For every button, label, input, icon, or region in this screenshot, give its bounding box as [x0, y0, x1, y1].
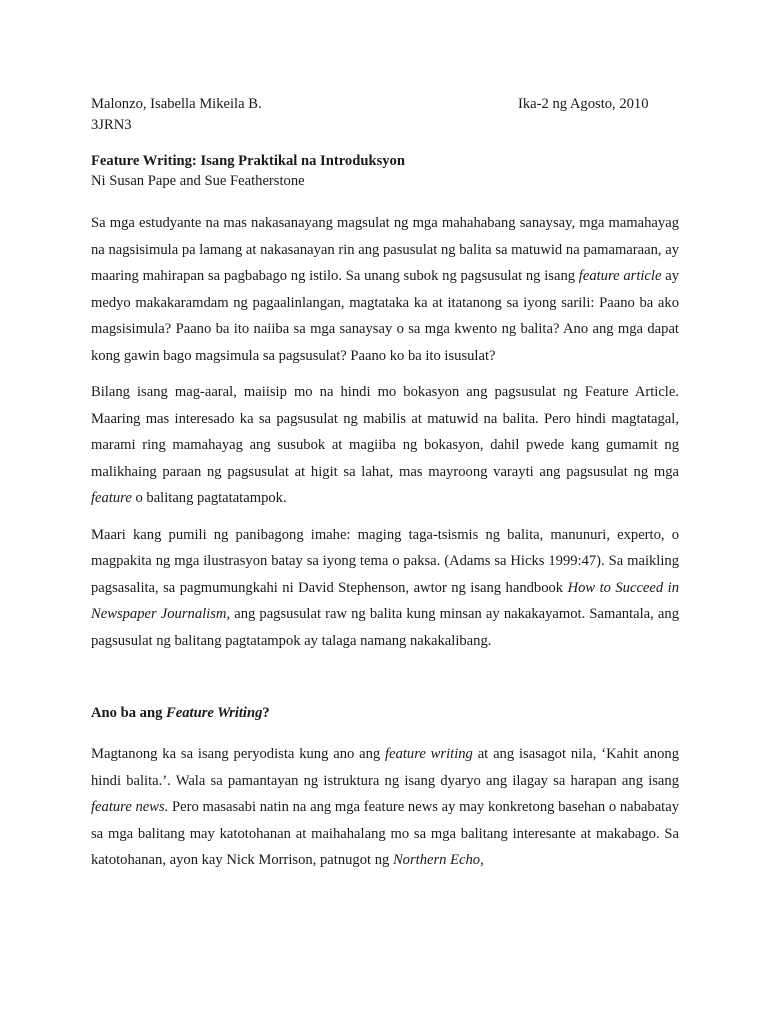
emphasis-text: feature writing: [385, 746, 473, 762]
paragraph-text: Magtanong ka sa isang peryodista kung ano ang: [91, 746, 386, 762]
emphasis-text: feature: [91, 490, 132, 506]
document-page: [91, 94, 679, 874]
paragraph-text: o balitang pagtatatampok.: [131, 490, 287, 506]
author-name: Malonzo, Isabella Mikeila B.: [91, 96, 262, 112]
paragraph-4: [91, 741, 679, 874]
paragraph-text: at ang isasagot nila, ‘Kahit anong hindi balita.’. Wala sa pamantayan ng istruktura ng isang dyaryo ang ilagay sa harapan ang isang: [91, 746, 679, 789]
emphasis-text: How to Succeed in Newspaper Journalism,: [91, 579, 679, 622]
article-title: Feature Writing: Isang Praktikal na Introduksyon: [91, 153, 405, 169]
heading-emphasis: Feature Writing: [166, 705, 263, 721]
document-date: Ika-2 ng Agosto, 2010: [518, 96, 649, 112]
heading-text: Ano ba ang: [91, 705, 167, 721]
emphasis-text: Northern Echo: [392, 852, 481, 868]
paragraph-text: Pero masasabi natin na ang mga feature news ay may konkretong basehan o nababatay sa mga balitang may katotohanan at maihahalang mo sa mga balitang interesante at makabago. Sa katotohanan, ayon kay Nick Morrison, patnugot ng: [91, 799, 679, 868]
paragraph-2: [91, 379, 679, 512]
paragraph-text: Sa mga estudyante na mas nakasanayang magsulat ng mga mahahabang sanaysay, mga mamahayag na nagsisimula pa lamang at nakasanayan rin ang pasusulat ng balita sa matuwid na pamamaraan, ay maaring mahirapan sa pagbabago ng istilo. Sa unang subok ng pagsusulat ng isang: [91, 215, 679, 284]
emphasis-text: feature article: [578, 268, 662, 284]
emphasis-text: feature news.: [91, 799, 169, 815]
paragraph-text: ay medyo makakaramdam ng pagaalinlangan, magtataka ka at itatanong sa iyong sarili: Paano ba ako magsisimula? Paano ba ito naiiba sa mga sanaysay o sa mga kwento ng balita? Ano ang mga dapat kong gawin bago magsimula sa pagsusulat? Paano ko ba ito isusulat?: [91, 268, 679, 364]
paragraph-1: [91, 210, 679, 369]
paragraph-text: ,: [480, 852, 484, 868]
heading-text: ?: [262, 705, 270, 721]
paragraph-text: ang pagsusulat raw ng balita kung minsan ay nakakayamot. Samantala, ang pagsusulat ng balitang pagtatampok ay talaga namang nakakalibang.: [91, 606, 679, 649]
header-row: [91, 94, 679, 115]
paragraph-text: Bilang isang mag-aaral, maiisip mo na hindi mo bokasyon ang pagsusulat ng Feature Article. Maaring mas interesado ka sa pagsusulat ng mabilis at matuwid na balita. Pero hindi magtatagal, marami ring mamahayag ang susubok at magiiba ng bokasyon, dahil pwede kang gumamit ng malikhaing paraan ng pagsusulat at higit sa lahat, mas mayroong varayti ang pagsusulat ng mga: [91, 384, 679, 480]
section-code: 3JRN3: [91, 117, 132, 133]
paragraph-text: Maari kang pumili ng panibagong imahe: maging taga-tsismis ng balita, manunuri, experto, o magpakita ng mga ilustrasyon batay sa iyong tema o paksa. (Adams sa Hicks 1999:47). Sa maikling pagsasalita, sa pagmumungkahi ni David Stephenson, awtor ng isang handbook: [91, 526, 679, 596]
article-byline: Ni Susan Pape and Sue Featherstone: [91, 173, 305, 189]
section-heading: [91, 703, 679, 723]
paragraph-3: [91, 522, 679, 655]
